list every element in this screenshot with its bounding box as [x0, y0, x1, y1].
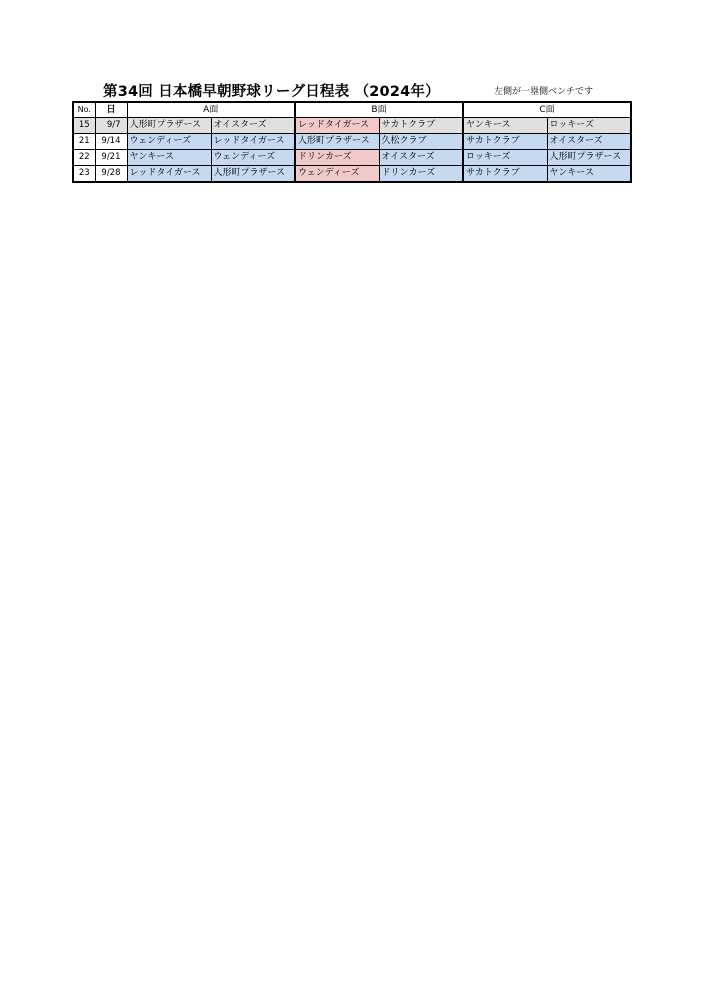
row-date: 9/14 [95, 134, 127, 150]
field-c-first-base-team: サカトクラブ [463, 134, 547, 150]
field-b-first-base-team: 人形町プラザース [295, 134, 379, 150]
table-row [73, 118, 631, 134]
header-date: 日 [95, 102, 127, 118]
field-a-first-base-team: レッドタイガース [127, 166, 211, 183]
row-no: 23 [73, 166, 95, 183]
field-b-first-base-team: ドリンカーズ [295, 150, 379, 166]
field-a-third-base-team: オイスターズ [211, 118, 295, 134]
field-c-third-base-team: オイスターズ [547, 134, 631, 150]
field-a-third-base-team: レッドタイガース [211, 134, 295, 150]
field-c-third-base-team: 人形町プラザース [547, 150, 631, 166]
field-b-third-base-team: サカトクラブ [379, 118, 463, 134]
field-b-third-base-team: オイスターズ [379, 150, 463, 166]
field-a-first-base-team: ヤンキース [127, 150, 211, 166]
bench-note: 左側が一塁側ベンチです [494, 87, 594, 97]
header-field-b: B面 [295, 102, 463, 118]
field-c-first-base-team: ロッキーズ [463, 150, 547, 166]
field-c-first-base-team: サカトクラブ [463, 166, 547, 183]
row-date: 9/28 [95, 166, 127, 183]
field-a-third-base-team: ウェンディーズ [211, 150, 295, 166]
field-a-third-base-team: 人形町プラザース [211, 166, 295, 183]
table-row [73, 150, 631, 166]
row-date: 9/7 [95, 118, 127, 134]
table-header-row [73, 102, 631, 118]
field-b-third-base-team: 久松クラブ [379, 134, 463, 150]
schedule-table [72, 101, 632, 183]
field-b-first-base-team: レッドタイガース [295, 118, 379, 134]
row-no: 21 [73, 134, 95, 150]
field-b-third-base-team: ドリンカーズ [379, 166, 463, 183]
field-c-third-base-team: ヤンキース [547, 166, 631, 183]
row-no: 15 [73, 118, 95, 134]
field-b-first-base-team: ウェンディーズ [295, 166, 379, 183]
field-a-first-base-team: ウェンディーズ [127, 134, 211, 150]
field-c-third-base-team: ロッキーズ [547, 118, 631, 134]
table-row [73, 166, 631, 183]
header-no: No. [73, 102, 95, 118]
header-field-a: A面 [127, 102, 295, 118]
table-row [73, 134, 631, 150]
field-a-first-base-team: 人形町プラザース [127, 118, 211, 134]
row-no: 22 [73, 150, 95, 166]
field-c-first-base-team: ヤンキース [463, 118, 547, 134]
header-field-c: C面 [463, 102, 631, 118]
document-title: 第34回 日本橋早朝野球リーグ日程表 （2024年） [103, 84, 440, 100]
row-date: 9/21 [95, 150, 127, 166]
